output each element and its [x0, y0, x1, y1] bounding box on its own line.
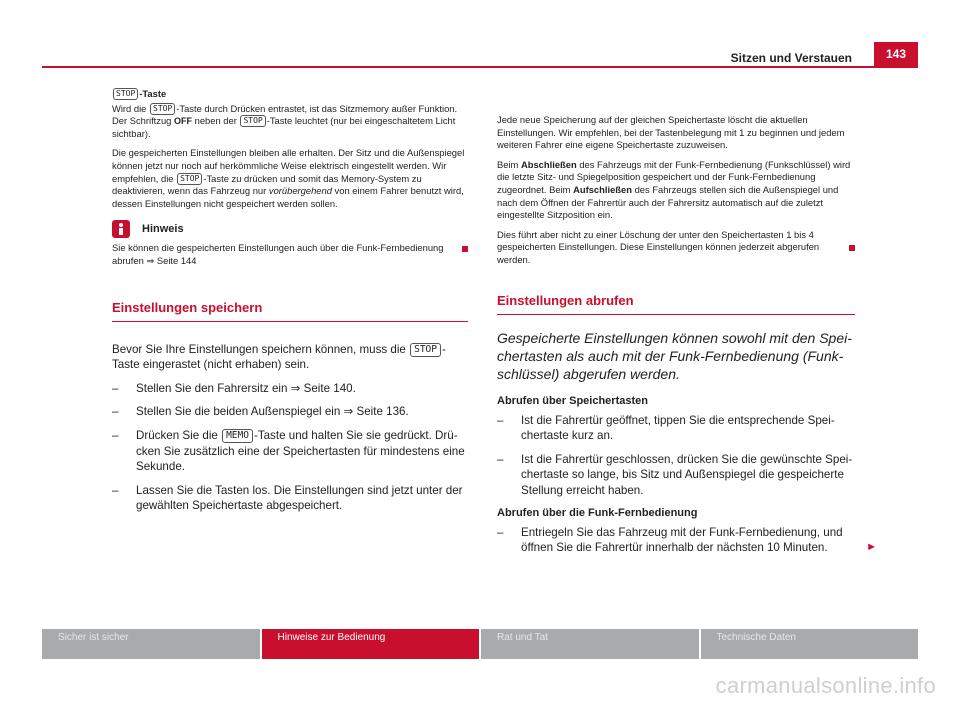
right-column [497, 114, 877, 564]
footer-tab-advice[interactable]: Rat und Tat [481, 629, 699, 659]
footer-nav [42, 629, 918, 659]
stop-title: -Taste [139, 88, 167, 99]
step-text: -Taste und halten Sie sie gedrückt. Drücken Sie zusätzlich eine der Speichertasten für mindestens eine Sekunde. [136, 428, 465, 474]
footer-tab-technical[interactable]: Technische Daten [701, 629, 919, 659]
stop-key: STOP [177, 173, 202, 185]
stop-paragraph-1 [112, 103, 468, 141]
right-paragraph-2 [497, 159, 855, 222]
right-paragraph-1: Jede neue Speicherung auf der gleichen Speichertaste löscht die aktuellen Einstellungen. Wir empfehlen, bei der Tastenbelegung mit 1 zu beginnen und jedem weiteren Fahrer eine eigene Speichertaste zuzuweisen. [497, 114, 845, 151]
text: Beim [497, 158, 521, 170]
text: -Taste durch Drücken entrastet, ist das Sitzmemory außer Funktion. Der Schriftzug [112, 102, 458, 127]
memo-key: MEMO [222, 429, 253, 443]
stop-key: STOP [240, 115, 265, 127]
text: Wird die [112, 102, 149, 114]
subheading-remote: Abrufen über die Funk-Fernbedienung [497, 506, 698, 519]
note-text: Sie können die gespeicherten Einstellungen auch über die Funk-Fernbedienung abrufen ⇒ Seite 144 [112, 242, 444, 266]
text: -Taste leuchtet (nur bei eingeschaltetem Licht sichtbar). [112, 115, 456, 139]
header-rule [42, 66, 918, 68]
list-item [112, 483, 468, 514]
text: Die gespeicherten Einstellungen bleiben alle erhalten. Der Sitz und die Außenspiegel können jetzt nur noch auf herkömmliche Weise elektrisch eingestellt werden. Wir empfehlen, die [112, 147, 465, 184]
right-paragraph-3: Dies führt aber nicht zu einer Löschung der unter den Speichertasten 1 bis 4 gespeicherten Einstellungen. Diese Einstellungen können jederzeit abgerufen werden. [497, 228, 820, 265]
dash: – [112, 483, 119, 497]
text: -Taste eingerastet (nicht erhaben) sein. [112, 342, 446, 372]
list-item [497, 525, 877, 556]
stop-key: STOP [410, 343, 441, 357]
stop-key-heading [112, 88, 468, 101]
emphasis: Abschließen [520, 158, 577, 170]
dash: – [112, 405, 119, 419]
step-text: Ist die Fahrertür geöffnet, tippen Sie die entsprechende Speichertaste kurz an. [521, 413, 835, 443]
section-title-save: Einstellungen speichern [112, 300, 468, 322]
step-text: Stellen Sie den Fahrersitz ein ⇒ Seite 140. [136, 381, 356, 395]
stop-key: STOP [150, 103, 175, 115]
info-icon [112, 220, 130, 238]
recall-intro: Gespeicherte Einstellungen können sowohl mit den Speichertasten als auch mit der Funk-Fernbedienung (Funkschlüssel) abgerufen werden. [497, 329, 852, 382]
remote-steps [497, 525, 877, 556]
step-text: Lassen Sie die Tasten los. Die Einstellungen sind jetzt unter der gewählten Speichertaste abgespeichert. [136, 483, 463, 513]
off-indicator-icon: OFF [174, 116, 192, 127]
dash: – [497, 452, 504, 466]
stop-key: STOP [113, 88, 138, 100]
step-text: Stellen Sie die beiden Außenspiegel ein ⇒ Seite 136. [136, 405, 409, 419]
list-item [112, 381, 468, 397]
dash: – [497, 525, 504, 539]
step-text: Ist die Fahrertür geschlossen, drücken Sie die gewünschte Speichertaste so lange, bis Sitz und Außenspiegel die gespeicherte Stellung erreicht haben. [521, 452, 853, 497]
dash: – [497, 413, 504, 427]
save-steps [112, 381, 468, 514]
note-title: Hinweis [142, 223, 184, 236]
memory-key-steps [497, 413, 855, 499]
emphasis: vorübergehend [268, 185, 332, 197]
save-intro [112, 342, 468, 373]
footer-tab-operation[interactable]: Hinweise zur Bedienung [262, 629, 480, 659]
text: von einem Fahrer benutzt wird, dessen Einstellungen nicht gespeichert werden sollen. [112, 185, 464, 209]
subheading-memory-keys: Abrufen über Speichertasten [497, 394, 648, 407]
section-title-recall: Einstellungen abrufen [497, 293, 855, 315]
text: des Fahrzeugs stellen sich die Außenspiegel und nach dem Öffnen der Fahrertür auch der Fahrersitz automatisch auf die zuletzt eingestellte Sitzposition ein. [497, 183, 839, 221]
list-item [112, 404, 468, 420]
header-title: Sitzen und Verstauen [730, 51, 852, 65]
dash: – [112, 381, 119, 395]
step-text: Entriegeln Sie das Fahrzeug mit der Funk-Fernbedienung, und öffnen Sie die Fahrertür innerhalb der nächsten 10 Minuten. [521, 525, 843, 555]
list-item [497, 452, 855, 499]
list-item [112, 428, 468, 475]
left-column [112, 88, 468, 522]
footer-tab-safety[interactable]: Sicher ist sicher [42, 629, 260, 659]
text: des Fahrzeugs mit der Funk-Fernbedienung (Funkschlüssel) wird die letzte Sitz- und Spiegelposition gespeichert und der Funk-Fernbedienung zugeordnet. Beim [497, 158, 851, 195]
text: Bevor Sie Ihre Einstellungen speichern können, muss die [112, 342, 410, 356]
right-paragraph-3-wrap [497, 229, 855, 267]
list-item [497, 413, 855, 444]
text: -Taste zu drücken und somit das Memory-System zu deaktivieren, wenn das Fahrzeug nur [112, 172, 422, 197]
emphasis: Aufschließen [573, 183, 632, 195]
step-text: Drücken Sie die [136, 428, 222, 442]
watermark: carmanualsonline.info [715, 673, 936, 698]
note-heading [112, 220, 468, 238]
stop-paragraph-2 [112, 147, 468, 210]
section-end-marker [462, 246, 468, 252]
page-number: 143 [874, 42, 918, 66]
section-end-marker [849, 245, 855, 251]
dash: – [112, 428, 119, 442]
continue-arrow-icon: ► [866, 541, 877, 554]
text: neben der [192, 115, 240, 127]
note-body [112, 242, 468, 267]
